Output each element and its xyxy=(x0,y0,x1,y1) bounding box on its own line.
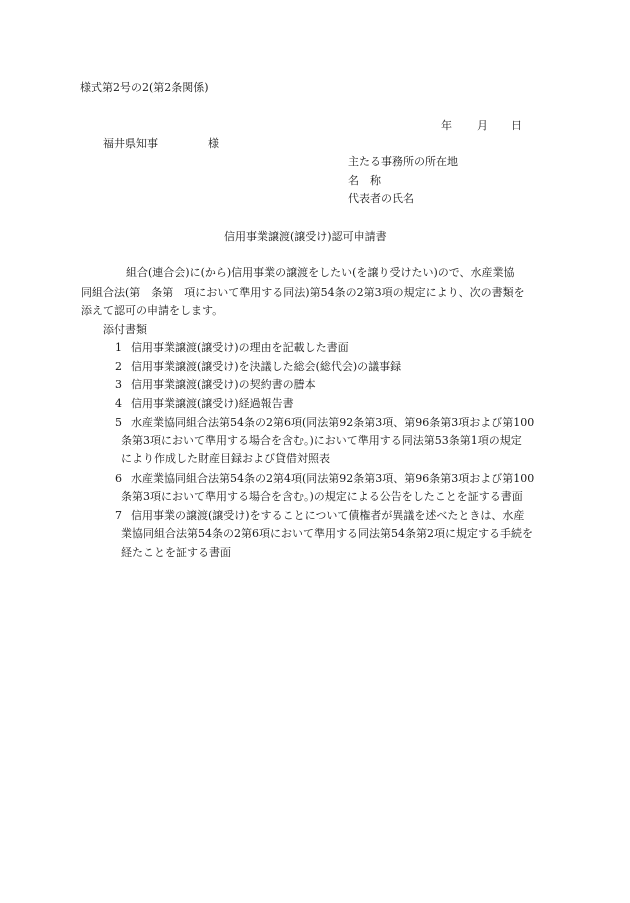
attachment-text-continuation: 経たことを証する書面 xyxy=(121,546,231,559)
attachment-number: 3 xyxy=(115,378,122,391)
date-month-label: 月 xyxy=(477,119,488,132)
attachment-number: 6 xyxy=(115,472,122,485)
attachment-number: 1 xyxy=(115,341,122,354)
attachment-text: 信用事業譲渡(譲受け)の理由を記載した書面 xyxy=(131,341,349,354)
applicant-name-label: 名 称 xyxy=(348,174,381,187)
date-day-label: 日 xyxy=(511,119,522,132)
attachment-text: 信用事業譲渡(譲受け)を決議した総会(総代会)の議事録 xyxy=(131,360,402,373)
date-year-label: 年 xyxy=(441,119,452,132)
attachment-text: 信用事業譲渡(譲受け)経過報告書 xyxy=(131,397,294,410)
attachment-text-continuation: により作成した財産目録および貸借対照表 xyxy=(121,452,330,465)
attachment-item xyxy=(115,360,401,374)
attachment-number: 4 xyxy=(115,397,122,410)
attachment-text: 信用事業譲渡(譲受け)の契約書の謄本 xyxy=(131,378,316,391)
attachment-item xyxy=(115,416,534,430)
attachment-item xyxy=(115,397,294,411)
attachment-text: 水産業協同組合法第54条の2第4項(同法第92条第3項、第96条第3項および第100 xyxy=(131,472,535,485)
attachment-item xyxy=(115,509,524,523)
attachment-text: 水産業協同組合法第54条の2第6項(同法第92条第3項、第96条第3項および第100 xyxy=(131,416,535,429)
attachments-heading: 添付書類 xyxy=(103,323,147,336)
applicant-representative-label: 代表者の氏名 xyxy=(348,192,414,205)
attachment-number: 2 xyxy=(115,360,122,373)
body-text-line: 組合(連合会)に(から)信用事業の譲渡をしたい(を譲り受けたい)ので、水産業協 xyxy=(126,266,515,279)
attachment-number: 7 xyxy=(115,509,122,522)
attachment-item xyxy=(115,378,316,392)
attachment-text-continuation: 条第3項において準用する場合を含む。)において準用する同法第53条第1項の規定 xyxy=(121,434,522,447)
attachment-text-continuation: 条第3項において準用する場合を含む。)の規定による公告をしたことを証する書面 xyxy=(121,490,523,503)
recipient-name: 福井県知事 xyxy=(103,137,158,150)
attachment-number: 5 xyxy=(115,416,122,429)
body-text-line: 同組合法(第 条第 項において準用する同法)第54条の2第3項の規定により、次の書類を xyxy=(81,286,525,299)
attachment-item xyxy=(115,472,534,486)
form-number: 様式第2号の2(第2条関係) xyxy=(80,81,209,94)
attachment-text: 信用事業の譲渡(譲受け)をすることについて債権者が異議を述べたときは、水産 xyxy=(131,509,525,522)
body-text-line: 添えて認可の申請をします。 xyxy=(81,304,224,317)
document-title: 信用事業譲渡(譲受け)認可申請書 xyxy=(224,230,387,243)
applicant-address-label: 主たる事務所の所在地 xyxy=(348,155,458,168)
recipient-honorific: 様 xyxy=(208,137,219,150)
attachment-text-continuation: 業協同組合法第54条の2第6項において準用する同法第54条第2項に規定する手続を xyxy=(121,527,533,540)
attachment-item xyxy=(115,341,349,355)
